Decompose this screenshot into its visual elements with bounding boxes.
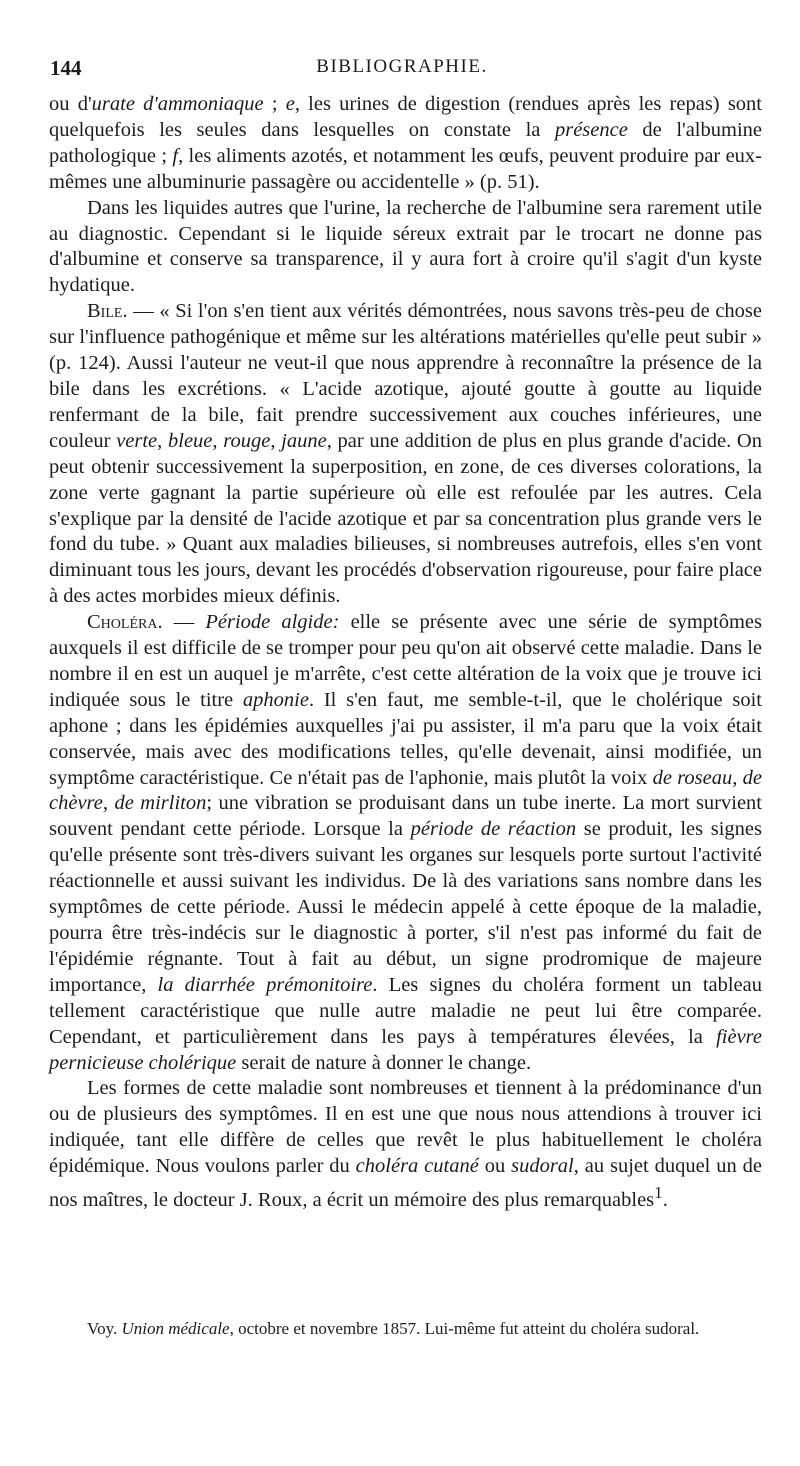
running-title: BIBLIOGRAPHIE. (316, 56, 488, 77)
section-heading-bile: Bile. (87, 300, 128, 323)
paragraph-other-liquids: Dans les liquides autres que l'urine, la recherche de l'albumine sera rarement utile au diagnostic. Cependant si le liquide séreux extrait par le trocart ne donne pas d'albumine et conserve sa transparence, il y aura fort à croire qu'il s'agit d'un kyste hydatique. (49, 196, 762, 297)
page-number: 144 (50, 56, 82, 80)
paragraph-albumine-end: ou d'urate d'ammoniaque ; e, les urines de digestion (rendues après les repas) sont quelquefois les seules dans lesquelles on constate la présence de l'albumine pathologique ; f, les aliments azotés, et notamment les œufs, peuvent produire par eux-mêmes une albuminurie passagère ou accidentelle » (p. 51). (49, 93, 762, 193)
section-heading-cholera: Choléra. (87, 611, 163, 634)
body-text (49, 92, 762, 1214)
paragraph-cholera: Choléra. — Période algide: elle se présente avec une série de symptômes auxquels il est difficile de se tromper pour peu qu'on ait observé cette maladie. Dans le nombre il en est un auquel je m'arrête, c'est cette altération de la voix que je trouve ici indiquée sous le titre aphonie. Il s'en faut, me semble-t-il, que le cholérique soit aphone ; dans les épidémies auxquelles j'ai pu assister, il m'a paru que la voix était conservée, mais avec des modifications telles, qu'elle devenait, ainsi modifiée, un symptôme caractéristique. Ce n'était pas de l'aphonie, mais plutôt la voix de roseau, de chèvre, de mirliton; une vibration se produisant dans un tube inerte. La mort survient souvent pendant cette période. Lorsque la période de réaction se produit, les signes qu'elle présente sont très-divers suivant les organes sur lesquels porte surtout l'activité réactionnelle et aussi suivant les individus. De là des variations sans nombre dans les symptômes de cette période. Aussi le médecin appelé à cette époque de la maladie, pourra être très-indécis sur le diagnostic à porter, s'il n'est pas informé du fait de l'épidémie régnante. Tout à fait au début, un signe prodromique de majeure importance, la diarrhée prémonitoire. Les signes du choléra forment un tableau tellement caractéristique que nulle autre maladie ne peut lui être comparée. Cependant, et particulièrement dans les pays à températures élevées, la fièvre pernicieuse cholérique serait de nature à donner le change. (49, 611, 763, 1074)
paragraph-bile: Bile. — « Si l'on s'en tient aux vérités démontrées, nous savons très-peu de chose sur l'influence pathogénique et même sur les altérations matérielles qu'elle peut subir » (p. 124). Aussi l'auteur ne veut-il que nous apprendre à reconnaître la présence de la bile dans les excrétions. « L'acide azotique, ajouté goutte à goutte au liquide renfermant de la bile, fait prendre successivement aux couches inférieures, une couleur verte, bleue, rouge, jaune, par une addition de plus en plus grande d'acide. On peut obtenir successivement la superposition, en zone, de ces diverses colorations, la zone verte gagnant la partie supérieure où elle est refoulée par les autres. Cela s'explique par la densité de l'acide azotique et par sa concentration plus grande vers le fond du tube. » Quant aux maladies bilieuses, si nombreuses autrefois, elles s'en vont diminuant tous les jours, devant les procédés d'observation rigoureuse, pour faire place à des actes morbides mieux définis. (49, 300, 762, 608)
paragraph-cholera-forms: Les formes de cette maladie sont nombreuses et tiennent à la prédominance d'un ou de plusieurs des symptômes. Il en est une que nous nous attendions à trouver ici indiquée, tant elle diffère de celles que revêt le plus habituellement le choléra épidémique. Nous voulons parler du choléra cutané ou sudoral, au sujet duquel un de nos maîtres, le docteur J. Roux, a écrit un mémoire des plus remarquables$^1$. (49, 1077, 762, 1211)
footnote: Voy. Union médicale, octobre et novembre 1857. Lui-même fut atteint du choléra sudoral. (87, 1319, 700, 1338)
footnote-marker: 1 (654, 1183, 663, 1203)
page-header (50, 56, 754, 84)
